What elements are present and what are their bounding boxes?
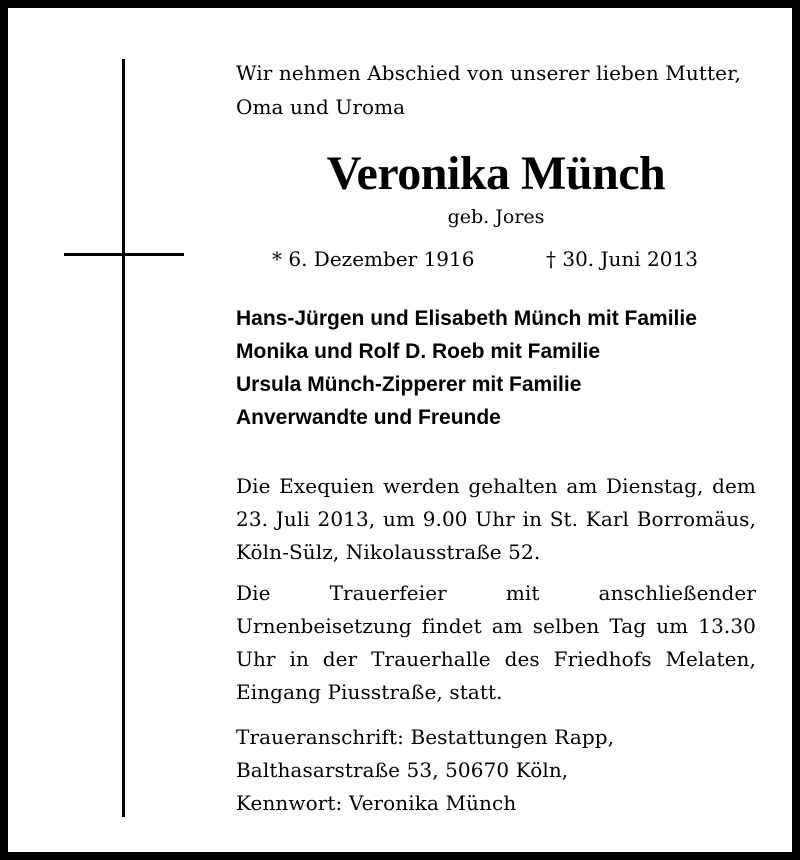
death-date: † 30. Juni 2013 — [546, 247, 698, 271]
address-line-2: Balthasarstraße 53, 50670 Köln, — [236, 758, 569, 782]
mourners-list — [236, 302, 776, 434]
intro-text — [236, 56, 756, 124]
trauerfeier-paragraph: Die Trauerfeier mit anschließender Urnenbeisetzung findet am selben Tag um 13.30 Uhr in der Trauerhalle des Friedhofs Melaten, Eingang Piusstraße, statt. — [236, 581, 756, 704]
birth-date: * 6. Dezember 1916 — [272, 247, 475, 271]
intro-line-2: Oma und Uroma — [236, 95, 406, 119]
deceased-name: Veronika Münch — [326, 147, 666, 200]
cross-horizontal-bar — [64, 253, 184, 256]
mourner-line: Anverwandte und Freunde — [236, 406, 501, 429]
mourner-line: Hans-Jürgen und Elisabeth Münch mit Familie — [236, 307, 697, 330]
mourner-line: Monika und Rolf D. Roeb mit Familie — [236, 340, 601, 363]
exequien-paragraph: Die Exequien werden gehalten am Dienstag, dem 23. Juli 2013, um 9.00 Uhr in St. Karl Borromäus, Köln-Sülz, Nikolausstraße 52. — [236, 474, 756, 564]
intro-line-1: Wir nehmen Abschied von unserer lieben Mutter, — [236, 61, 741, 85]
address-line-3: Kennwort: Veronika Münch — [236, 791, 517, 815]
address-line-1: Traueranschrift: Bestattungen Rapp, — [236, 725, 615, 749]
mourner-line: Ursula Münch-Zipperer mit Familie — [236, 373, 582, 396]
birth-name: geb. Jores — [447, 206, 545, 228]
cross-vertical-bar — [122, 59, 125, 817]
mourning-address — [236, 721, 756, 820]
